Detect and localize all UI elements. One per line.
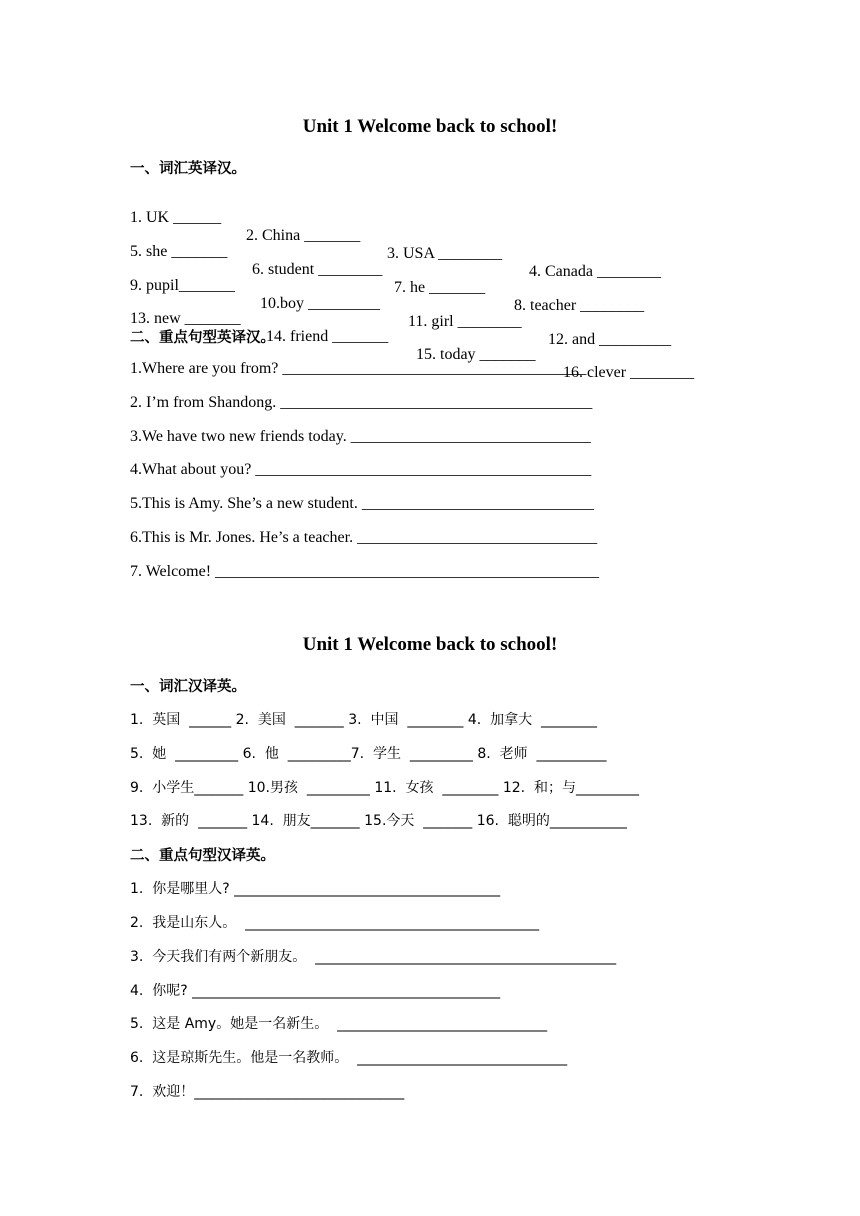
- vocab-item: 7. he _______: [394, 279, 486, 296]
- vocab-row: 9. 小学生_______ 10.男孩 _________ 11. 女孩 ________ 12. 和；与_________: [130, 780, 640, 796]
- sentence-line: 5. 这是 Amy。她是一名新生。 ______________________________: [130, 1016, 548, 1032]
- sentence-line: 2. I’m from Shandong. _______________________________________: [130, 394, 593, 411]
- section2-part2-heading: 二、重点句型汉译英。: [130, 848, 275, 864]
- sentence-line: 4. 你呢? ____________________________________________: [130, 983, 501, 999]
- vocab-item: 2. China _______: [246, 227, 361, 244]
- vocab-item: 3. USA ________: [387, 245, 503, 262]
- vocab-item: 1. UK ______: [130, 209, 222, 226]
- sentence-line: 5.This is Amy. She’s a new student. _____________________________: [130, 495, 594, 512]
- section2-title: Unit 1 Welcome back to school!: [302, 634, 558, 655]
- vocab-item: 12. and _________: [548, 331, 672, 348]
- section1-part1-heading: 一、词汇英译汉。: [130, 161, 246, 177]
- vocab-row: 5. 她 _________ 6. 他 _________7. 学生 _________ 8. 老师 __________: [130, 746, 607, 762]
- vocab-item: 11. girl ________: [408, 313, 522, 330]
- sentence-line: 4.What about you? __________________________________________: [130, 461, 592, 478]
- vocab-item: 13. new _______: [130, 310, 241, 327]
- sentence-line: 7. Welcome! ________________________________________________: [130, 563, 600, 580]
- vocab-item: 10.boy _________: [260, 295, 380, 312]
- section1-part2-heading: 二、重点句型英译汉。: [130, 330, 275, 346]
- sentence-line: 3. 今天我们有两个新朋友。 ___________________________________________: [130, 949, 617, 965]
- section2-part1-heading: 一、词汇汉译英。: [130, 679, 246, 695]
- vocab-item: 8. teacher ________: [514, 297, 645, 314]
- sentence-line: 7. 欢迎！______________________________: [130, 1084, 405, 1100]
- vocab-item: 9. pupil_______: [130, 277, 235, 294]
- sentence-line: 2. 我是山东人。 __________________________________________: [130, 915, 540, 931]
- sentence-line: 3.We have two new friends today. ______________________________: [130, 428, 591, 445]
- vocab-item: 14. friend _______: [266, 328, 389, 345]
- section1-title: Unit 1 Welcome back to school!: [302, 116, 558, 137]
- vocab-row: 13. 新的 _______ 14. 朋友_______ 15.今天 _______ 16. 聪明的___________: [130, 813, 627, 829]
- sentence-line: 6.This is Mr. Jones. He’s a teacher. ______________________________: [130, 529, 598, 546]
- vocab-item: 15. today _______: [416, 346, 536, 363]
- vocab-item: 16. clever ________: [563, 364, 695, 381]
- sentence-line: 1.Where are you from? ______________________________________: [130, 360, 587, 377]
- sentence-line: 1. 你是哪里人? ______________________________________: [130, 881, 501, 897]
- vocab-item: 4. Canada ________: [529, 263, 661, 280]
- sentence-line: 6. 这是琼斯先生。他是一名教师。 ______________________________: [130, 1050, 568, 1066]
- vocab-row: 1. 英国 ______ 2. 美国 _______ 3. 中国 ________ 4. 加拿大 ________: [130, 712, 597, 728]
- vocab-item: 6. student ________: [252, 261, 383, 278]
- vocab-item: 5. she _______: [130, 243, 228, 260]
